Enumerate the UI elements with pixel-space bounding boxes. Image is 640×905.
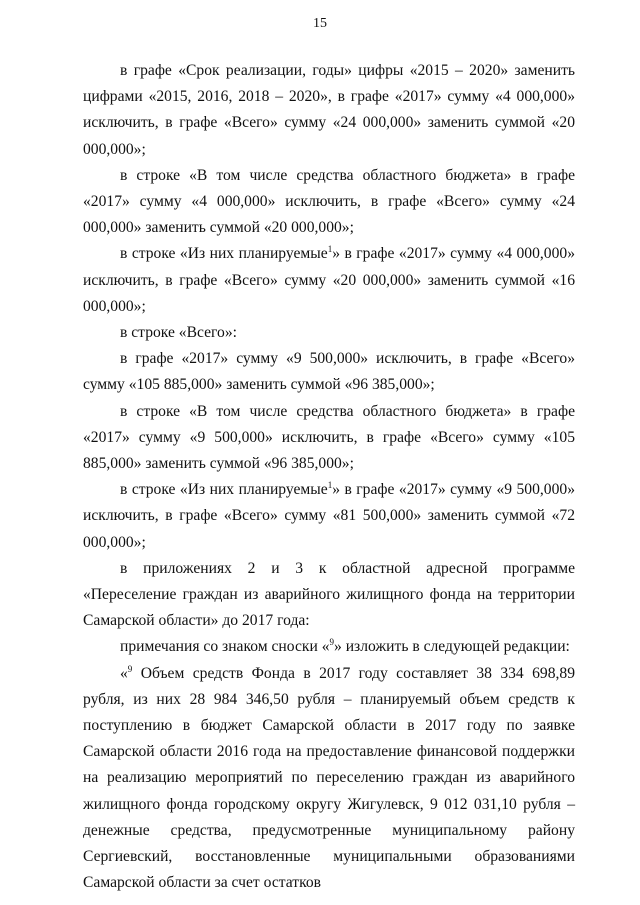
footnote-mark: 1 <box>327 480 333 491</box>
paragraph: в графе «Срок реализации, годы» цифры «2015 – 2020» заменить цифрами «2015, 2016, 2018 – 2020», в графе «2017» сумму «4 000,000» исключить, в графе «Всего» сумму «24 000,000» заменить суммой «20 000,000»; <box>83 62 575 158</box>
footnote-mark: 1 <box>327 244 333 255</box>
paragraph: в графе «2017» сумму «9 500,000» исключить, в графе «Всего» сумму «105 885,000» заменить суммой «96 385,000»; <box>83 350 575 394</box>
paragraph <box>83 477 575 556</box>
paragraph-text: в строке «Из них планируемые <box>120 481 328 499</box>
paragraph <box>83 634 575 660</box>
page-number: 15 <box>313 16 327 31</box>
paragraph-text: Объем средств Фонда в 2017 году составляет 38 334 698,89 рубля, из них 28 984 346,50 рубля – планируемый объем средств к поступлению в бюджет Самарской области в 2017 году по заявке Самарской области 2016 года на предоставление финансовой поддержки на реализацию мероприятий по переселению граждан из аварийного жилищного фонда городскому округу Жигулевск, 9 012 031,10 рубля – денежные средства, предусмотренные муниципальному району Сергиевский, восстановленные муниципальными образованиями Самарской области за счет остатков <box>83 664 575 892</box>
paragraph-text: » в графе «2017» сумму «4 000,000» исключить, в графе «Всего» сумму «20 000,000» заменить суммой «16 000,000»; <box>83 245 575 315</box>
footnote-mark: 9 <box>127 663 133 674</box>
paragraph <box>83 661 575 897</box>
paragraph-text: в строке «Из них планируемые <box>120 245 328 263</box>
paragraph: в строке «В том числе средства областного бюджета» в графе «2017» сумму «9 500,000» исключить, в графе «Всего» сумму «105 885,000» заменить суммой «96 385,000»; <box>83 402 575 473</box>
paragraph: в строке «Всего»: <box>120 324 237 342</box>
paragraph-text: « <box>120 664 128 682</box>
paragraph <box>83 241 575 320</box>
paragraph-text: » изложить в следующей редакции: <box>334 638 570 656</box>
paragraph: в строке «В том числе средства областного бюджета» в графе «2017» сумму «4 000,000» исключить, в графе «Всего» сумму «24 000,000» заменить суммой «20 000,000»; <box>83 166 575 237</box>
paragraph-text: » в графе «2017» сумму «9 500,000» исключить, в графе «Всего» сумму «81 500,000» заменить суммой «72 000,000»; <box>83 481 575 551</box>
paragraph: в приложениях 2 и 3 к областной адресной программе «Переселение граждан из аварийного жилищного фонда на территории Самарской области» до 2017 года: <box>83 559 575 630</box>
footnote-mark: 9 <box>329 637 334 648</box>
paragraph-text: примечания со знаком сноски « <box>120 638 330 656</box>
document-body <box>83 58 575 897</box>
